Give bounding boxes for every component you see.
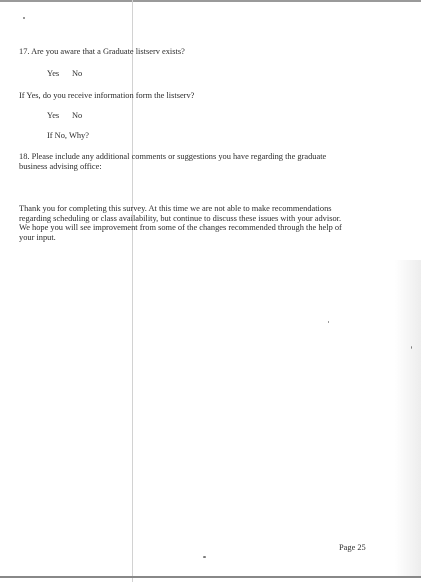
scan-speck [411, 346, 412, 349]
question-18-line: business advising office: [19, 161, 102, 171]
q17b-why-prompt: If No, Why? [47, 131, 89, 140]
scan-fold-line [132, 0, 133, 582]
q17b-no-option: No [72, 111, 83, 120]
question-18-line: 18. Please include any additional comments or suggestions you have regarding the graduate [19, 152, 327, 161]
q17-no-option: No [72, 69, 83, 78]
scan-top-edge [0, 0, 421, 2]
closing-line: We hope you will see improvement from some of the changes recommended through the help of [19, 223, 342, 233]
closing-paragraph [19, 204, 364, 242]
question-17-followup: If Yes, do you receive information form the listserv? [19, 91, 195, 100]
scan-edge-shadow [395, 260, 421, 576]
question-17: 17. Are you aware that a Graduate listserv exists? [19, 47, 185, 56]
scan-speck [23, 17, 25, 19]
page-number: Page 25 [339, 543, 366, 552]
scan-bottom-edge [0, 576, 421, 578]
question-18 [19, 152, 364, 171]
closing-line: regarding scheduling or class availability, but continue to discuss these issues with your advisor. [19, 213, 342, 223]
closing-line: Thank you for completing this survey. At this time we are not able to make recommendations [19, 204, 332, 213]
scan-speck [203, 556, 206, 558]
q17b-yes-option: Yes [47, 111, 60, 120]
q17-yes-option: Yes [47, 69, 60, 78]
scan-speck [328, 321, 329, 323]
closing-line: your input. [19, 232, 56, 242]
